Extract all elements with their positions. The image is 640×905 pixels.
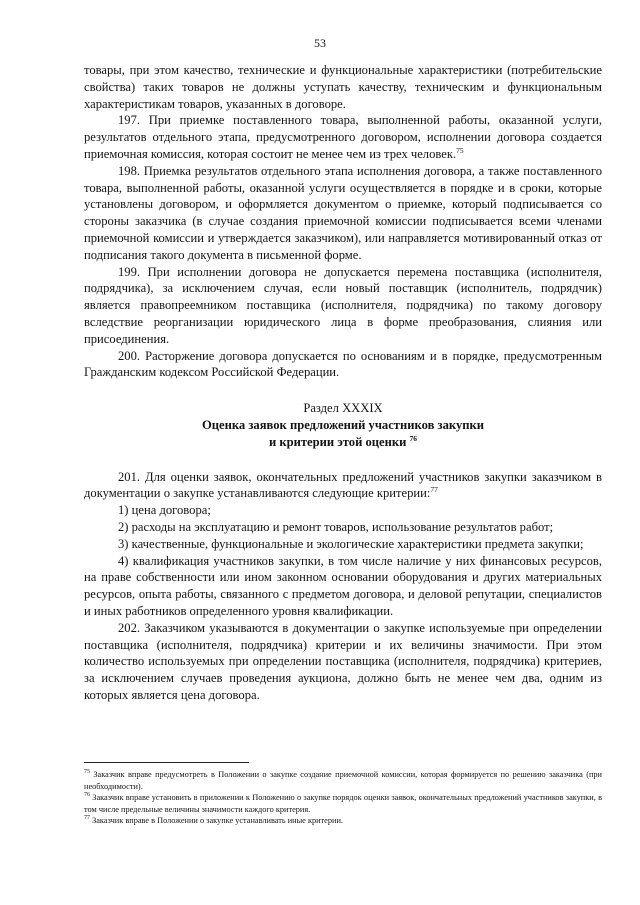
page-number: 53 bbox=[314, 36, 326, 50]
section-label: Раздел XXXIX bbox=[303, 401, 383, 416]
footnote-75: $^{75}$ Заказчик вправе предусмотреть в Положении о закупке создание приемочной комиссии, которая формируется по решению заказчика (при необходимости). bbox=[84, 769, 602, 791]
paragraph-continuation: товары, при этом качество, технические и функциональные характеристики (потребительские свойства) таких товаров не должны уступать качеству, техническим и функциональным характеристикам товаров, указанных в договоре. bbox=[84, 63, 602, 111]
footnote-ref-75: 75 bbox=[456, 145, 464, 155]
paragraph-198: 198. Приемка результатов отдельного этапа исполнения договора, а также поставленного товара, выполненной работы, оказанной услуги осуществляется в порядке и в сроки, которые установлены договором, и оформляется документом о приемке, который подписывается со стороны заказчика (в случае создания приемочной комиссии подписывается всеми членами приемочной комиссии и утверждается заказчиком), или направляется мотивированный отказ от подписания такого документа в письменной форме. bbox=[84, 163, 602, 262]
criterion-1: 1) цена договора; bbox=[118, 503, 211, 518]
footnote-ref-76: 76 bbox=[409, 433, 418, 443]
footnote-ref-77: 77 bbox=[430, 485, 438, 495]
criterion-3: 3) качественные, функциональные и экологические характеристики предмета закупки; bbox=[118, 536, 584, 551]
section-title-line-2: и критерии этой оценки $^{76}$ bbox=[268, 433, 418, 449]
footnotes bbox=[84, 762, 602, 827]
footnote-76: $^{76}$ Заказчик вправе установить в приложении к Положению о закупке порядок оценки заявок, окончательных предложений участников закупки, в том числе предельные величины значимости каждого критерия. bbox=[84, 792, 602, 814]
section-title-line-1: Оценка заявок предложений участников закупки bbox=[201, 417, 485, 432]
footnote-divider bbox=[84, 762, 249, 763]
criterion-4: 4) квалификация участников закупки, в том числе наличие у них финансовых ресурсов, на праве собственности или ином законном основании оборудования и других материальных ресурсов, опыта работы, связанного с предметом договора, и деловой репутации, специалистов и иных работников определенного уровня квалификации. bbox=[84, 553, 602, 618]
footnote-77: $^{77}$ Заказчик вправе в Положении о закупке устанавливать иные критерии. bbox=[84, 815, 343, 825]
paragraph-201: 201. Для оценки заявок, окончательных предложений участников закупки заказчиком в документации о закупке устанавливаются следующие критерии:$^{77}$ bbox=[84, 469, 602, 501]
criterion-2: 2) расходы на эксплуатацию и ремонт товаров, использование результатов работ; bbox=[118, 519, 554, 534]
body-text bbox=[84, 62, 602, 704]
paragraph-202: 202. Заказчиком указываются в документации о закупке используемые при определении поставщика (исполнителя, подрядчика) критерии и их величины значимости. При этом количество используемых при определении поставщика (исполнителя, подрядчика) критериев, за исключением случаев проведения аукциона, должно быть не менее чем два, одним из которых является цена договора. bbox=[84, 620, 602, 702]
paragraph-197: 197. При приемке поставленного товара, выполненной работы, оказанной услуги, результатов отдельного этапа, предусмотренного договором, исполнении договора создается приемочная комиссия, которая состоит не менее чем из трех человек.$^{75}$ bbox=[84, 113, 602, 161]
paragraph-199: 199. При исполнении договора не допускается перемена поставщика (исполнителя, подрядчика), за исключением случая, если новый поставщик (исполнитель, подрядчик) является правопреемником поставщика (исполнителя, подрядчика) по такому договору вследствие реорганизации юридического лица в форме преобразования, слияния или присоединения. bbox=[84, 264, 602, 346]
paragraph-200: 200. Расторжение договора допускается по основаниям и в порядке, предусмотренным Гражданским кодексом Российской Федерации. bbox=[84, 348, 602, 380]
section-heading bbox=[84, 400, 602, 450]
